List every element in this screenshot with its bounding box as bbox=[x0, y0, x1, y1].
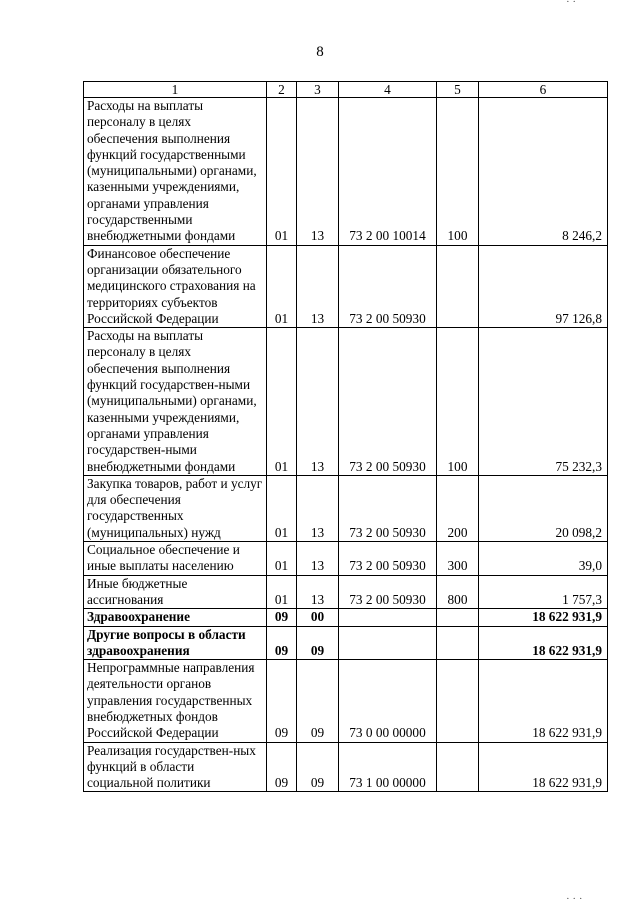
section-code-cell: 09 bbox=[267, 742, 297, 792]
item-name-cell: Другие вопросы в области здравоохранения bbox=[84, 626, 267, 660]
expense-type-cell: 300 bbox=[437, 542, 479, 576]
target-article-cell: 73 0 00 00000 bbox=[339, 660, 437, 742]
target-article-cell: 73 2 00 50930 bbox=[339, 575, 437, 609]
header-row bbox=[84, 82, 608, 98]
section-code-cell: 01 bbox=[267, 98, 297, 246]
expense-type-cell bbox=[437, 742, 479, 792]
amount-cell: 8 246,2 bbox=[479, 98, 608, 246]
amount-cell: 1 757,3 bbox=[479, 575, 608, 609]
table-row bbox=[84, 742, 608, 792]
table-row bbox=[84, 575, 608, 609]
item-name-cell: Непрограммные направления деятельности органов управления государственных внебюджетных фондов Российской Федерации bbox=[84, 660, 267, 742]
table-row bbox=[84, 475, 608, 541]
expense-type-cell: 100 bbox=[437, 98, 479, 246]
section-code-cell: 09 bbox=[267, 609, 297, 626]
table-row bbox=[84, 245, 608, 327]
target-article-cell: 73 2 00 50930 bbox=[339, 245, 437, 327]
budget-table bbox=[83, 81, 608, 792]
item-name-cell: Финансовое обеспечение организации обязательного медицинского страхования на территориях субъектов Российской Федерации bbox=[84, 245, 267, 327]
target-article-cell bbox=[339, 609, 437, 626]
item-name-cell: Расходы на выплаты персоналу в целях обеспечения выполнения функций государственными (муниципальными) органами, казенными учреждениями, органами управления государственными внебюджетными фондами bbox=[84, 98, 267, 246]
target-article-cell: 73 1 00 00000 bbox=[339, 742, 437, 792]
section-code-cell: 01 bbox=[267, 245, 297, 327]
amount-cell: 39,0 bbox=[479, 542, 608, 576]
item-name-cell: Реализация государствен-ных функций в области социальной политики bbox=[84, 742, 267, 792]
page-number: 8 bbox=[316, 44, 324, 60]
subsection-code-cell: 13 bbox=[297, 542, 339, 576]
section-code-cell: 01 bbox=[267, 542, 297, 576]
amount-cell: 75 232,3 bbox=[479, 328, 608, 476]
subsection-code-cell: 09 bbox=[297, 742, 339, 792]
header-cell-1: 1 bbox=[84, 82, 267, 98]
item-name-cell: Социальное обеспечение и иные выплаты населению bbox=[84, 542, 267, 576]
expense-type-cell bbox=[437, 609, 479, 626]
header-cell-5: 5 bbox=[437, 82, 479, 98]
table-body bbox=[84, 98, 608, 792]
section-code-cell: 01 bbox=[267, 475, 297, 541]
expense-type-cell bbox=[437, 660, 479, 742]
subsection-code-cell: 00 bbox=[297, 609, 339, 626]
table-row bbox=[84, 542, 608, 576]
header-cell-2: 2 bbox=[267, 82, 297, 98]
subsection-code-cell: 13 bbox=[297, 575, 339, 609]
target-article-cell: 73 2 00 50930 bbox=[339, 328, 437, 476]
table-row bbox=[84, 328, 608, 476]
subsection-code-cell: 13 bbox=[297, 475, 339, 541]
amount-cell: 18 622 931,9 bbox=[479, 609, 608, 626]
subsection-code-cell: 13 bbox=[297, 245, 339, 327]
amount-cell: 20 098,2 bbox=[479, 475, 608, 541]
header-cell-4: 4 bbox=[339, 82, 437, 98]
expense-type-cell bbox=[437, 626, 479, 660]
header-cell-6: 6 bbox=[479, 82, 608, 98]
section-code-cell: 09 bbox=[267, 660, 297, 742]
expense-type-cell: 100 bbox=[437, 328, 479, 476]
subsection-code-cell: 13 bbox=[297, 328, 339, 476]
target-article-cell: 73 2 00 10014 bbox=[339, 98, 437, 246]
amount-cell: 18 622 931,9 bbox=[479, 742, 608, 792]
corner-mark-bottom: · · · bbox=[566, 893, 583, 905]
section-code-cell: 01 bbox=[267, 328, 297, 476]
section-code-cell: 09 bbox=[267, 626, 297, 660]
amount-cell: 18 622 931,9 bbox=[479, 660, 608, 742]
target-article-cell bbox=[339, 626, 437, 660]
item-name-cell: Закупка товаров, работ и услуг для обеспечения государственных (муниципальных) нужд bbox=[84, 475, 267, 541]
table-row bbox=[84, 609, 608, 626]
subsection-code-cell: 09 bbox=[297, 626, 339, 660]
expense-type-cell bbox=[437, 245, 479, 327]
header-cell-3: 3 bbox=[297, 82, 339, 98]
target-article-cell: 73 2 00 50930 bbox=[339, 542, 437, 576]
amount-cell: 97 126,8 bbox=[479, 245, 608, 327]
target-article-cell: 73 2 00 50930 bbox=[339, 475, 437, 541]
subsection-code-cell: 09 bbox=[297, 660, 339, 742]
item-name-cell: Расходы на выплаты персоналу в целях обеспечения выполнения функций государствен-ными (муниципальными) органами, казенными учреждениями, органами управления государствен-ными внебюджетными фондами bbox=[84, 328, 267, 476]
item-name-cell: Здравоохранение bbox=[84, 609, 267, 626]
subsection-code-cell: 13 bbox=[297, 98, 339, 246]
expense-type-cell: 800 bbox=[437, 575, 479, 609]
section-code-cell: 01 bbox=[267, 575, 297, 609]
table-row bbox=[84, 660, 608, 742]
table-row bbox=[84, 98, 608, 246]
item-name-cell: Иные бюджетные ассигнования bbox=[84, 575, 267, 609]
expense-type-cell: 200 bbox=[437, 475, 479, 541]
corner-mark-top: · · bbox=[566, 0, 577, 8]
table-row bbox=[84, 626, 608, 660]
amount-cell: 18 622 931,9 bbox=[479, 626, 608, 660]
